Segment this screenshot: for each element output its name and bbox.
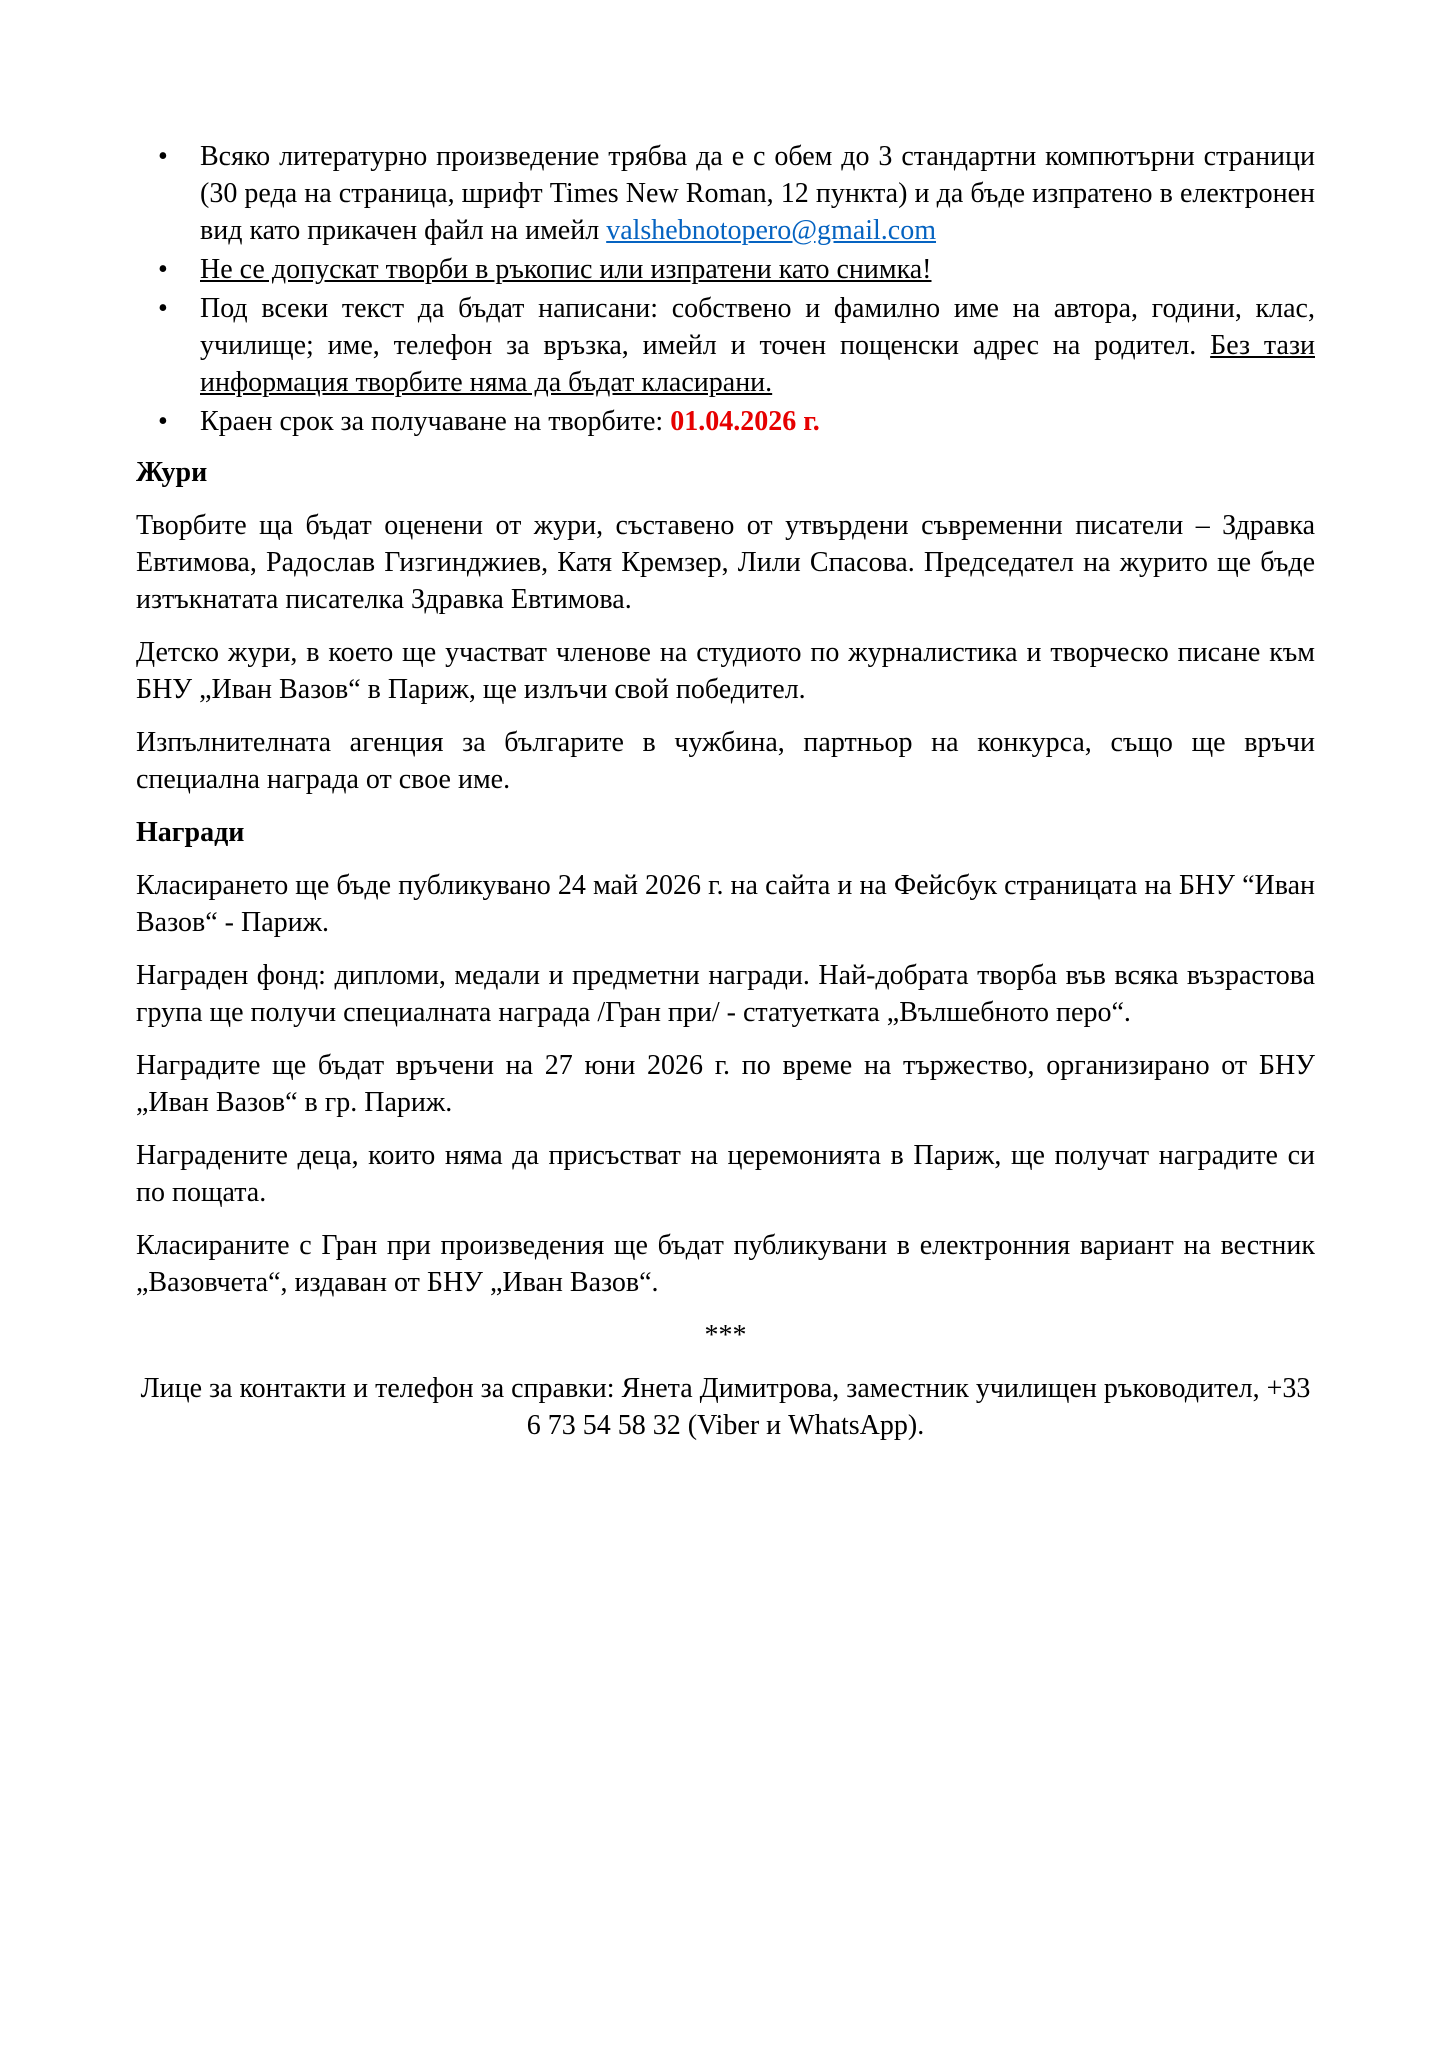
email-link[interactable]: valshebnotopero@gmail.com: [606, 215, 937, 246]
rule-item-format: [158, 138, 1315, 249]
rule-text: Под всеки текст да бъдат написани: собствено и фамилно име на автора, години, клас, училище; име, телефон за връзка, имейл и точен пощенски адрес на родител.: [200, 293, 1315, 361]
section-heading-jury: Жури: [136, 457, 208, 488]
awards-paragraph-publication: Класираните с Гран при произведения ще бъдат публикувани в електронния вариант на вестник „Вазовчета“, издаван от БНУ „Иван Вазов“.: [136, 1230, 1315, 1298]
rule-text-underlined: Без тази информация творбите няма да бъдат класирани.: [200, 330, 1315, 398]
rule-text-underlined: Не се допускат творби в ръкопис или изпратени като снимка!: [200, 254, 932, 285]
jury-paragraph-children-jury: Детско жури, в което ще участват членове на студиото по журналистика и творческо писане към БНУ „Иван Вазов“ в Париж, ще излъчи свой победител.: [136, 637, 1315, 705]
bullet-icon: •: [158, 254, 168, 285]
rule-text: Краен срок за получаване на творбите:: [200, 406, 671, 437]
awards-paragraph-prize-fund: Награден фонд: дипломи, медали и предметни награди. Най-добрата творба във всяка възрастова група ще получи специалната награда /Гран при/ - статуетката „Вълшебното перо“.: [136, 960, 1315, 1028]
asterisk-separator: ***: [704, 1320, 747, 1351]
contact-info: Лице за контакти и телефон за справки: Янета Димитрова, заместник училищен ръководител, +33 6 73 54 58 32 (Viber и WhatsApp).: [140, 1373, 1311, 1441]
bullet-icon: •: [158, 406, 168, 437]
awards-paragraph-ranking: Класирането ще бъде публикувано 24 май 2026 г. на сайта и на Фейсбук страницата на БНУ “Иван Вазов“ - Париж.: [136, 870, 1315, 938]
rule-item-deadline: [158, 403, 1315, 440]
rule-text: Всяко литературно произведение трябва да е с обем до 3 стандартни компютърни страници (30 реда на страница, шрифт Times New Roman, 12 пункта) и да бъде изпратено в електронен вид като прикачен файл на имейл: [200, 141, 1315, 246]
rule-item-no-handwriting: [158, 251, 1315, 288]
rules-list: [136, 138, 1315, 440]
section-heading-awards: Награди: [136, 817, 245, 848]
bullet-icon: •: [158, 141, 168, 172]
awards-paragraph-mail-delivery: Наградените деца, които няма да присъстват на церемонията в Париж, ще получат наградите си по пощата.: [136, 1140, 1315, 1208]
rule-item-author-info: [158, 290, 1315, 401]
jury-paragraph-members: Творбите ща бъдат оценени от жури, съставено от утвърдени съвременни писатели – Здравка Евтимова, Радослав Гизгинджиев, Катя Кремзер, Лили Спасова. Председател на журито ще бъде изтъкнатата писателка Здравка Евтимова.: [136, 510, 1315, 615]
bullet-icon: •: [158, 293, 168, 324]
awards-paragraph-ceremony: Наградите ще бъдат връчени на 27 юни 2026 г. по време на тържество, организирано от БНУ „Иван Вазов“ в гр. Париж.: [136, 1050, 1315, 1118]
jury-paragraph-agency: Изпълнителната агенция за българите в чужбина, партньор на конкурса, също ще връчи специална награда от свое име.: [136, 727, 1315, 795]
deadline-date: 01.04.2026 г.: [670, 406, 820, 437]
